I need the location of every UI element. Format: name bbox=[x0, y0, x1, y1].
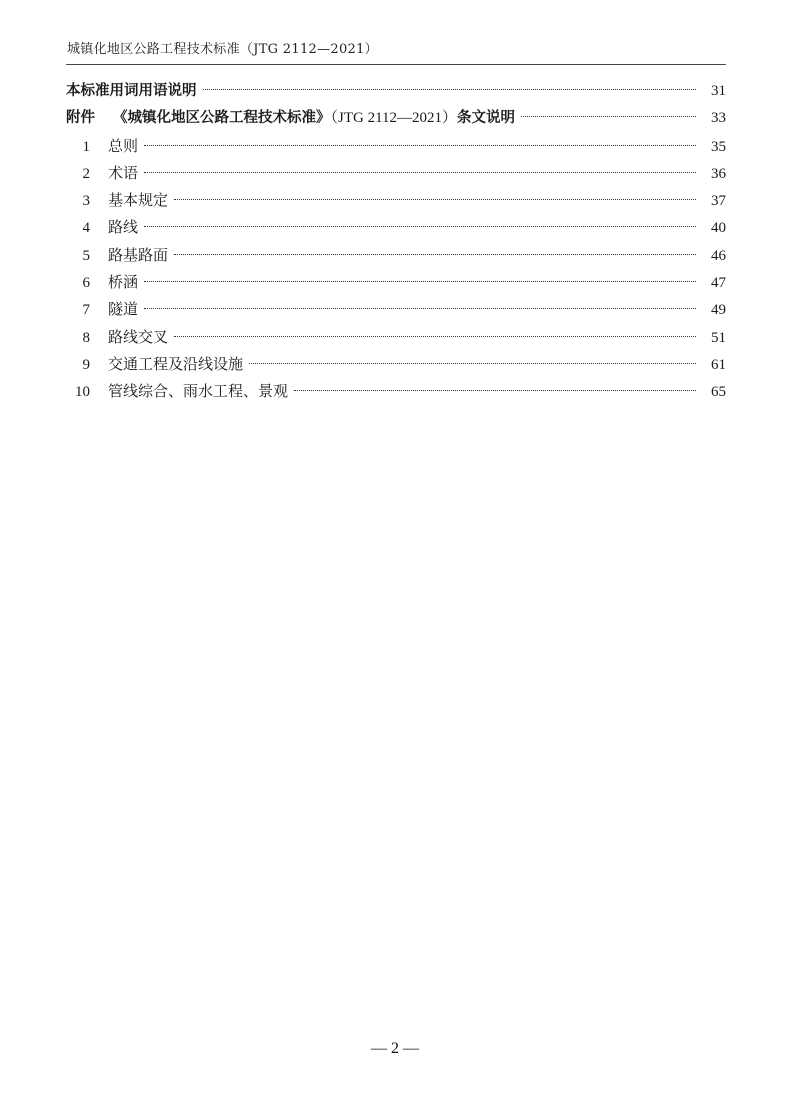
toc-appendix-prefix: 附件 bbox=[66, 110, 95, 127]
toc-chapter-4[interactable] bbox=[66, 214, 726, 241]
toc-chapter-number: 6 bbox=[82, 275, 90, 292]
toc-chapter-number: 10 bbox=[75, 384, 90, 401]
toc-chapter-number: 5 bbox=[82, 247, 90, 264]
toc-chapter-number: 8 bbox=[82, 329, 90, 346]
toc-chapter-title: 桥涵 bbox=[108, 273, 139, 292]
dot-leader bbox=[174, 254, 696, 255]
toc-chapter-page: 37 bbox=[711, 193, 726, 210]
dot-leader bbox=[144, 145, 696, 146]
table-of-contents bbox=[66, 78, 726, 406]
toc-chapter-2[interactable] bbox=[66, 160, 726, 187]
toc-chapter-number: 9 bbox=[82, 356, 90, 373]
toc-entry-page: 33 bbox=[711, 110, 726, 127]
toc-chapter-number: 4 bbox=[82, 220, 90, 237]
toc-chapter-number: 2 bbox=[82, 165, 90, 182]
toc-chapter-title: 总则 bbox=[108, 136, 139, 155]
toc-chapter-number: 1 bbox=[82, 138, 90, 155]
toc-chapter-title: 路线交叉 bbox=[108, 327, 169, 346]
toc-chapter-3[interactable] bbox=[66, 187, 726, 214]
dot-leader bbox=[203, 89, 697, 90]
toc-chapter-number: 3 bbox=[82, 193, 90, 210]
toc-chapter-page: 51 bbox=[711, 329, 726, 346]
toc-chapter-page: 35 bbox=[711, 138, 726, 155]
toc-chapter-9[interactable] bbox=[66, 351, 726, 378]
toc-chapter-title: 基本规定 bbox=[108, 191, 169, 210]
dot-leader bbox=[144, 308, 696, 309]
toc-chapter-page: 47 bbox=[711, 275, 726, 292]
dot-leader bbox=[144, 172, 696, 173]
toc-chapter-5[interactable] bbox=[66, 242, 726, 269]
toc-chapter-page: 61 bbox=[711, 356, 726, 373]
toc-appendix-title-main: 《城镇化地区公路工程技术标准》 bbox=[113, 110, 331, 127]
toc-entry-title bbox=[113, 105, 515, 132]
toc-chapter-7[interactable] bbox=[66, 296, 726, 323]
toc-entry-page: 31 bbox=[711, 83, 726, 99]
toc-chapter-page: 40 bbox=[711, 220, 726, 237]
dot-leader bbox=[294, 390, 696, 391]
header-rule bbox=[66, 64, 726, 65]
toc-chapter-title: 管线综合、雨水工程、景观 bbox=[108, 382, 289, 401]
toc-chapter-page: 36 bbox=[711, 165, 726, 182]
toc-chapter-title: 术语 bbox=[108, 163, 139, 182]
toc-chapter-1[interactable] bbox=[66, 133, 726, 160]
toc-chapter-page: 46 bbox=[711, 247, 726, 264]
toc-entry-appendix[interactable] bbox=[66, 105, 726, 132]
dot-leader bbox=[174, 199, 696, 200]
dot-leader bbox=[249, 363, 696, 364]
toc-chapter-page: 49 bbox=[711, 302, 726, 319]
toc-chapter-6[interactable] bbox=[66, 269, 726, 296]
toc-appendix-code: （JTG 2112—2021） bbox=[330, 110, 458, 127]
toc-chapter-title: 路线 bbox=[108, 218, 139, 237]
toc-chapter-page: 65 bbox=[711, 384, 726, 401]
dot-leader bbox=[144, 281, 696, 282]
toc-appendix-title-tail: 条文说明 bbox=[457, 110, 516, 127]
toc-chapter-8[interactable] bbox=[66, 324, 726, 351]
toc-chapter-10[interactable] bbox=[66, 378, 726, 405]
running-header: 城镇化地区公路工程技术标准（JTG 2112—2021） bbox=[67, 42, 378, 57]
toc-entry-terms-explanation[interactable] bbox=[66, 78, 726, 105]
page-number: — 2 — bbox=[371, 1040, 419, 1057]
toc-chapter-title: 交通工程及沿线设施 bbox=[108, 354, 244, 373]
toc-chapter-number: 7 bbox=[82, 302, 90, 319]
dot-leader bbox=[144, 226, 696, 227]
dot-leader bbox=[174, 336, 696, 337]
toc-chapter-title: 隧道 bbox=[108, 300, 139, 319]
toc-chapter-title: 路基路面 bbox=[108, 245, 169, 264]
toc-entry-title: 本标准用词用语说明 bbox=[66, 83, 197, 99]
dot-leader bbox=[521, 116, 696, 117]
